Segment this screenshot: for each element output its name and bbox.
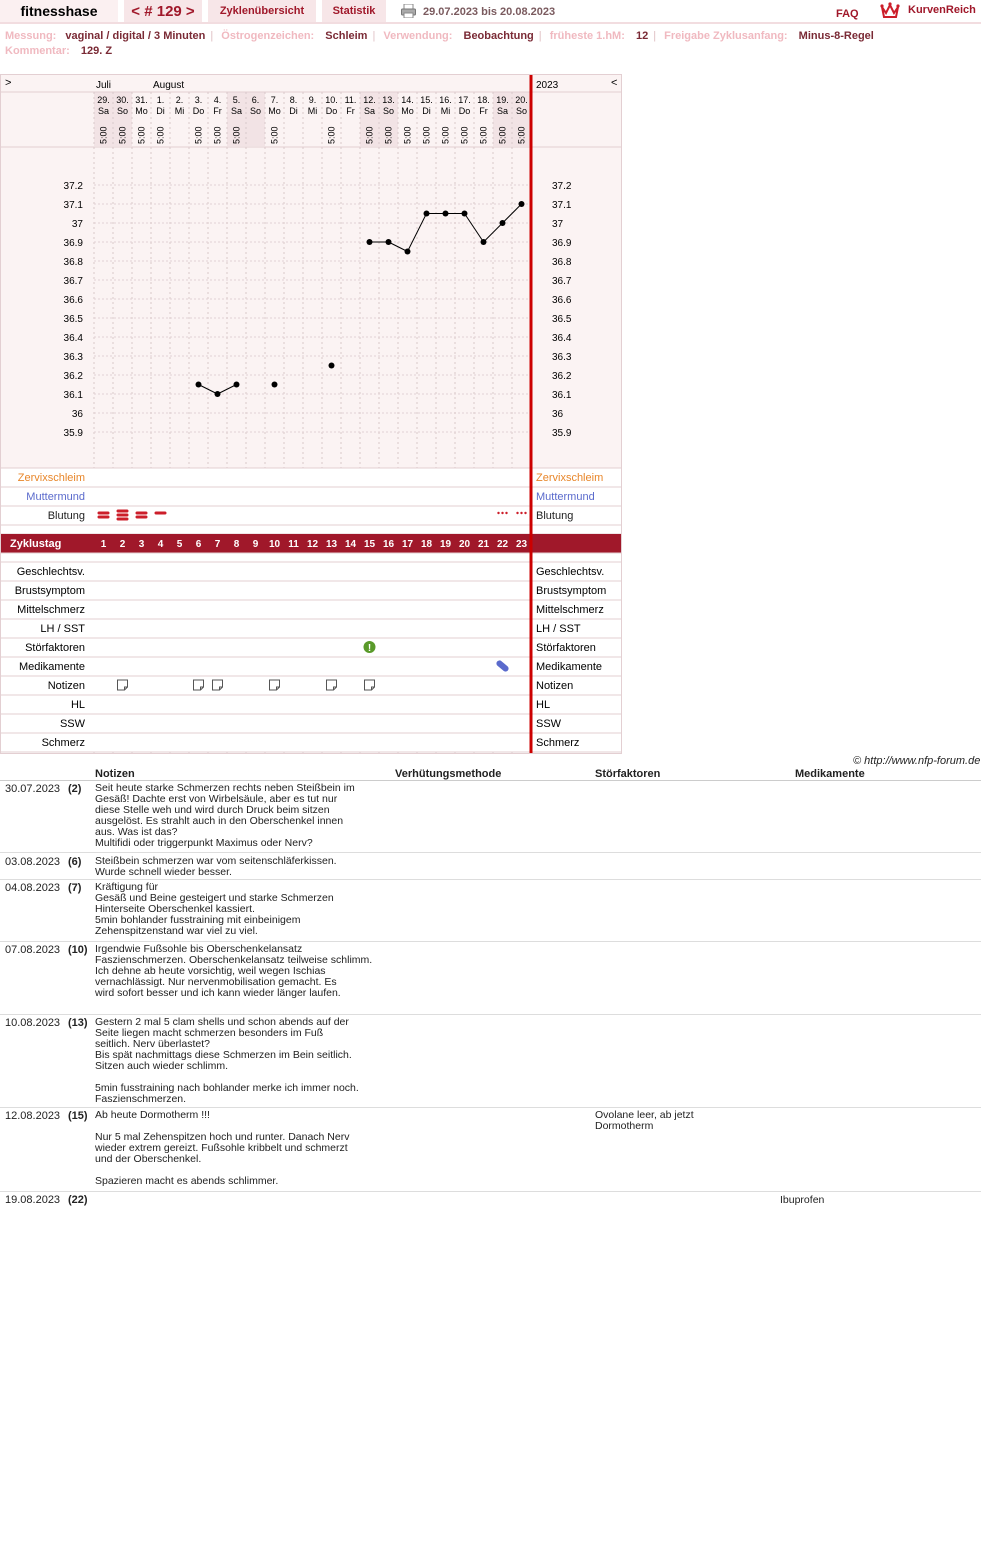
crown-logo-icon <box>880 1 900 19</box>
y-tick-right: 36.1 <box>552 390 572 401</box>
weekday-label: Fr <box>213 106 222 116</box>
cycle-chart <box>0 74 622 754</box>
day-date-label: 10. <box>325 95 338 105</box>
row-note: Seit heute starke Schmerzen rechts neben Steißbein im Gesäß! Dachte erst von Wirbelsäule, aber es tut nur diese Stelle weh und wird durch Druck beim sitzen ausgelöst. Es strahlt auch in den Oberschenkel innen aus. Was ist das? Multifidi oder triggerpunkt Maximus oder Nerv? <box>95 782 355 849</box>
cycle-day-number: 1 <box>100 539 107 550</box>
row-label-left: LH / SST <box>40 623 85 635</box>
row-note: Ab heute Dormotherm !!! Nur 5 mal Zehenspitzen hoch und runter. Danach Nerv wieder extrem gereizt. Fußsohle kribbelt und schmerzt und der Oberschenkel. Spazieren macht es abends schlimmer. <box>95 1109 350 1187</box>
kommentar-label: Kommentar: <box>5 45 70 57</box>
note-icon <box>327 680 337 690</box>
row-label-right: Geschlechtsv. <box>536 566 605 578</box>
day-date-label: 20. <box>515 95 528 105</box>
symptom-row <box>0 733 622 752</box>
row-date: 30.07.2023 <box>5 783 61 795</box>
measurement-info: Messung: vaginal / digital / 3 Minuten | Östrogenzeichen: Schleim | Verwendung: Beobachtung | früheste 1.hM: 12 | Freigabe Zyklusanfang: Minus-8-Regel <box>5 30 874 42</box>
day-date-label: 16. <box>439 95 452 105</box>
symptom-row <box>0 657 622 676</box>
bleeding-mark <box>117 510 129 513</box>
oestrogen-value: Schleim <box>325 30 368 42</box>
bleeding-spotting-mark <box>497 512 499 514</box>
row-label-left: Schmerz <box>41 737 85 749</box>
row-cycle-day: (15) <box>68 1110 88 1122</box>
measure-time-label: 5:00 <box>326 126 337 144</box>
cycle-day-number: 8 <box>233 539 240 550</box>
y-tick-left: 36.2 <box>63 371 83 382</box>
corner-left-arrow: > <box>5 77 12 89</box>
y-tick-left: 36.9 <box>63 238 83 249</box>
y-tick-left: 36.6 <box>63 295 83 306</box>
temperature-point <box>234 382 240 388</box>
cycle-day-number: 9 <box>252 539 259 550</box>
row-date: 03.08.2023 <box>5 856 61 868</box>
row-label-left: Blutung <box>47 510 85 522</box>
printer-icon[interactable] <box>401 4 416 18</box>
measure-time-label: 5:00 <box>212 126 223 144</box>
weekday-label: Sa <box>496 106 509 116</box>
measure-time-label: 5:00 <box>402 126 413 144</box>
weekday-label: Mi <box>307 106 318 116</box>
day-date-label: 1. <box>156 95 165 105</box>
kommentar-value: 129. Z <box>80 45 113 57</box>
weekday-label: So <box>116 106 129 116</box>
temperature-point <box>500 220 506 226</box>
brand-name[interactable]: KurvenReich <box>908 4 976 16</box>
weekday-label: Mi <box>440 106 451 116</box>
row-cycle-day: (6) <box>68 856 82 868</box>
bleeding-spotting-mark <box>501 512 503 514</box>
measure-time-label: 5:00 <box>269 126 280 144</box>
bleeding-mark <box>155 512 167 515</box>
bleeding-spotting-mark <box>524 512 526 514</box>
row-note: Irgendwie Fußsohle bis Oberschenkelansatz Faszienschmerzen. Oberschenkelansatz teilweise schlimm. Ich dehne ab heute vorsichtig, weil wegen Ischias vernachlässigt. Nur nervenmobilisation gemacht. Es wird sofort besser und ich kann wieder länger laufen. <box>95 943 373 999</box>
row-label-right: Brustsymptom <box>536 585 607 597</box>
freigabe-label: Freigabe Zyklusanfang: <box>664 30 788 42</box>
freigabe-value: Minus-8-Regel <box>798 30 874 42</box>
cycle-day-number: 19 <box>439 539 452 550</box>
day-date-label: 12. <box>363 95 376 105</box>
temperature-point <box>215 391 221 397</box>
row-label-right: Störfaktoren <box>536 642 596 654</box>
col-header-disturbances: Störfaktoren <box>595 768 661 780</box>
bleeding-mark <box>136 512 148 515</box>
row-disturbance: Ovolane leer, ab jetzt Dormotherm <box>595 1109 694 1132</box>
measure-time-label: 5:00 <box>516 126 527 144</box>
symptom-row <box>0 676 622 695</box>
messung-value: vaginal / digital / 3 Minuten <box>65 30 206 42</box>
row-label-left: Störfaktoren <box>25 642 85 654</box>
row-note: Steißbein schmerzen war vom seitenschläferkissen. Wurde schnell wieder besser. <box>95 855 337 878</box>
row-label-left: Brustsymptom <box>14 585 85 597</box>
faq-link[interactable]: FAQ <box>836 8 859 20</box>
symptom-row <box>0 468 622 487</box>
row-label-right: Notizen <box>536 680 574 692</box>
bleeding-mark <box>98 516 110 519</box>
y-tick-right: 36.5 <box>552 314 572 325</box>
cycle-chart-svg <box>0 74 622 754</box>
y-tick-left: 36 <box>71 409 83 420</box>
y-tick-left: 36.3 <box>63 352 83 363</box>
disturbance-icon-glyph: ! <box>367 643 372 654</box>
bleeding-mark <box>117 518 129 521</box>
username-tab[interactable]: fitnesshase <box>0 0 118 22</box>
temperature-point <box>519 201 525 207</box>
weekday-label: Mi <box>174 106 185 116</box>
cycle-day-number: 20 <box>458 539 471 550</box>
row-label-right: LH / SST <box>536 623 581 635</box>
row-label-left: HL <box>70 699 85 711</box>
y-tick-left: 36.7 <box>63 276 83 287</box>
verwendung-value: Beobachtung <box>463 30 534 42</box>
y-tick-right: 36.9 <box>552 238 572 249</box>
symptom-row <box>0 695 622 714</box>
weekday-label: Di <box>156 106 165 116</box>
col-header-method: Verhütungsmethode <box>395 768 502 780</box>
day-date-label: 4. <box>213 95 222 105</box>
table-row <box>0 854 981 880</box>
cycle-day-number: 16 <box>382 539 395 550</box>
measure-time-label: 5:00 <box>231 126 242 144</box>
statistics-tab[interactable]: Statistik <box>322 0 386 22</box>
measure-time-label: 5:00 <box>421 126 432 144</box>
cycle-day-number: 22 <box>496 539 509 550</box>
table-row <box>0 781 981 853</box>
temperature-point <box>196 382 202 388</box>
weekday-label: Fr <box>479 106 488 116</box>
cycle-day-number: 14 <box>344 539 357 550</box>
frueheste-label: früheste 1.hM: <box>549 30 625 42</box>
row-date: 19.08.2023 <box>5 1194 61 1206</box>
table-row <box>0 880 981 942</box>
day-date-label: 29. <box>97 95 110 105</box>
temperature-point <box>405 249 411 255</box>
measure-time-label: 5:00 <box>497 126 508 144</box>
day-date-label: 11. <box>344 95 357 105</box>
temperature-point <box>481 239 487 245</box>
cycle-navigation[interactable]: < # 129 > <box>124 0 202 22</box>
cycle-day-number: 17 <box>401 539 414 550</box>
temperature-point <box>462 211 468 217</box>
temperature-point <box>443 211 449 217</box>
measure-time-label: 5:00 <box>155 126 166 144</box>
day-date-label: 13. <box>382 95 395 105</box>
y-tick-left: 36.5 <box>63 314 83 325</box>
weekday-label: So <box>249 106 262 116</box>
row-label-right: Schmerz <box>536 737 580 749</box>
y-tick-right: 36.2 <box>552 371 572 382</box>
row-cycle-day: (13) <box>68 1017 88 1029</box>
bleeding-spotting-mark <box>520 512 522 514</box>
symptom-row <box>0 619 622 638</box>
y-tick-right: 35.9 <box>552 428 572 439</box>
table-row <box>0 1108 981 1192</box>
temperature-point <box>367 239 373 245</box>
cycle-day-number: 13 <box>325 539 338 550</box>
day-date-label: 6. <box>251 95 260 105</box>
weekday-label: Mo <box>268 106 281 116</box>
measure-time-label: 5:00 <box>193 126 204 144</box>
weekday-label: Sa <box>363 106 376 116</box>
row-note: Gestern 2 mal 5 clam shells und schon abends auf der Seite liegen macht schmerzen besonders im Fuß seitlich. Nerv überlastet? Bis spät nachmittags diese Schmerzen im Bein seitlich. Sitzen auch wieder schlimm. 5min fusstraining nach bohlander merke ich immer noch. Faszienschmerzen. <box>95 1016 359 1105</box>
frueheste-value: 12 <box>635 30 649 42</box>
row-label-left: SSW <box>59 718 85 730</box>
bleeding-mark <box>98 512 110 515</box>
row-date: 12.08.2023 <box>5 1110 61 1122</box>
day-date-label: 30. <box>116 95 129 105</box>
y-tick-left: 36.1 <box>63 390 83 401</box>
day-date-label: 8. <box>289 95 298 105</box>
date-range: 29.07.2023 bis 20.08.2023 <box>423 6 556 18</box>
row-label-right: Zervixschleim <box>536 472 604 484</box>
row-cycle-day: (10) <box>68 944 88 956</box>
y-tick-right: 36.4 <box>552 333 572 344</box>
y-tick-left: 36.8 <box>63 257 83 268</box>
measure-time-label: 5:00 <box>459 126 470 144</box>
cycle-day-number: 21 <box>477 539 490 550</box>
y-tick-right: 36.8 <box>552 257 572 268</box>
cycle-day-number: 4 <box>157 539 164 550</box>
y-tick-left: 35.9 <box>63 428 83 439</box>
note-icon <box>194 680 204 690</box>
y-tick-left: 37.1 <box>63 200 83 211</box>
weekday-label: Mo <box>401 106 414 116</box>
weekday-label: Fr <box>346 106 355 116</box>
row-date: 07.08.2023 <box>5 944 61 956</box>
cycle-day-number: 18 <box>420 539 433 550</box>
row-label-left: Zervixschleim <box>17 472 85 484</box>
row-label-left: Geschlechtsv. <box>16 566 85 578</box>
row-date: 04.08.2023 <box>5 882 61 894</box>
temperature-point <box>424 211 430 217</box>
y-tick-right: 36 <box>552 409 564 420</box>
measure-time-label: 5:00 <box>383 126 394 144</box>
note-icon <box>365 680 375 690</box>
row-label-left: Notizen <box>47 680 85 692</box>
oestrogen-label: Östrogenzeichen: <box>221 30 315 42</box>
day-date-label: 3. <box>194 95 203 105</box>
cycle-day-label: Zyklustag <box>10 538 62 550</box>
row-cycle-day: (22) <box>68 1194 88 1206</box>
table-row <box>0 1015 981 1108</box>
note-icon <box>270 680 280 690</box>
row-cycle-day: (7) <box>68 882 82 894</box>
cycle-day-number: 15 <box>363 539 376 550</box>
day-date-label: 19. <box>496 95 509 105</box>
y-tick-left: 37.2 <box>63 181 83 192</box>
col-header-notes: Notizen <box>95 768 135 780</box>
row-date: 10.08.2023 <box>5 1017 61 1029</box>
weekday-label: Sa <box>230 106 243 116</box>
weekday-label: Sa <box>97 106 110 116</box>
temperature-point <box>329 363 335 369</box>
cycle-day-number: 10 <box>268 539 281 550</box>
y-tick-right: 36.7 <box>552 276 572 287</box>
cycle-day-number: 12 <box>306 539 319 550</box>
cycle-day-number: 6 <box>195 539 202 550</box>
day-date-label: 9. <box>308 95 317 105</box>
row-label-right: HL <box>536 699 551 711</box>
y-tick-right: 36.6 <box>552 295 572 306</box>
cycle-day-number: 23 <box>515 539 528 550</box>
row-label-right: Blutung <box>536 510 574 522</box>
month-label: Juli <box>96 80 112 91</box>
copyright[interactable]: © http://www.nfp-forum.de <box>853 755 981 767</box>
note-icon <box>118 680 128 690</box>
month-label: August <box>153 80 185 91</box>
weekday-label: Di <box>289 106 298 116</box>
temperature-point <box>386 239 392 245</box>
weekday-label: So <box>382 106 395 116</box>
symptom-row <box>0 487 622 506</box>
bleeding-spotting-mark <box>516 512 518 514</box>
row-label-right: Medikamente <box>536 661 603 673</box>
row-cycle-day: (2) <box>68 783 82 795</box>
weekday-label: So <box>515 106 528 116</box>
row-label-right: SSW <box>536 718 562 730</box>
messung-label: Messung: <box>5 30 57 42</box>
y-tick-right: 36.3 <box>552 352 572 363</box>
weekday-label: Do <box>458 106 471 116</box>
corner-right-arrow: < <box>611 77 618 89</box>
y-tick-right: 37.1 <box>552 200 572 211</box>
y-tick-left: 36.4 <box>63 333 83 344</box>
row-label-left: Muttermund <box>26 491 85 503</box>
day-date-label: 5. <box>232 95 241 105</box>
cycle-day-number: 5 <box>176 539 183 550</box>
y-tick-right: 37 <box>552 219 564 230</box>
measure-time-label: 5:00 <box>440 126 451 144</box>
temperature-point <box>272 382 278 388</box>
cycle-day-number: 3 <box>138 539 145 550</box>
cycle-day-number: 11 <box>288 539 299 550</box>
measure-time-label: 5:00 <box>136 126 147 144</box>
symptom-row <box>0 600 622 619</box>
comment-info <box>5 45 112 57</box>
symptom-row <box>0 581 622 600</box>
day-date-label: 2. <box>175 95 184 105</box>
weekday-label: Di <box>422 106 431 116</box>
weekday-label: Do <box>192 106 205 116</box>
symptom-row <box>0 562 622 581</box>
table-row <box>0 1192 981 1210</box>
day-date-label: 18. <box>477 95 490 105</box>
symptom-row <box>0 714 622 733</box>
spacer-row <box>0 525 622 534</box>
row-label-left: Medikamente <box>18 661 85 673</box>
note-icon <box>213 680 223 690</box>
row-label-right: Mittelschmerz <box>536 604 604 616</box>
measure-time-label: 5:00 <box>364 126 375 144</box>
spacer-row <box>0 553 622 562</box>
bleeding-mark <box>117 514 129 517</box>
bleeding-spotting-mark <box>505 512 507 514</box>
bleeding-mark <box>136 516 148 519</box>
cycle-day-number: 2 <box>119 539 126 550</box>
weekday-label: Mo <box>135 106 148 116</box>
col-header-medication: Medikamente <box>795 768 865 780</box>
day-date-label: 31. <box>135 95 148 105</box>
measure-time-label: 5:00 <box>98 126 109 144</box>
verwendung-label: Verwendung: <box>383 30 453 42</box>
day-date-label: 14. <box>401 95 414 105</box>
table-row <box>0 942 981 1015</box>
measure-time-label: 5:00 <box>478 126 489 144</box>
row-note: Kräftigung für Gesäß und Beine gesteigert und starke Schmerzen Hinterseite Oberschenkel kassiert. 5min bohlander fusstraining mit einbeinigem Zehenspitzenstand war viel zu viel. <box>95 881 334 937</box>
y-tick-left: 37 <box>71 219 83 230</box>
day-date-label: 17. <box>458 95 471 105</box>
cycle-day-number: 7 <box>214 539 221 550</box>
row-label-right: Muttermund <box>536 491 595 503</box>
row-label-left: Mittelschmerz <box>17 604 85 616</box>
year-label: 2023 <box>536 80 559 91</box>
day-date-label: 7. <box>270 95 279 105</box>
weekday-label: Do <box>325 106 338 116</box>
y-tick-right: 37.2 <box>552 181 572 192</box>
day-date-label: 15. <box>420 95 433 105</box>
symptom-row <box>0 638 622 657</box>
measure-time-label: 5:00 <box>117 126 128 144</box>
row-medication: Ibuprofen <box>780 1194 825 1206</box>
symptom-row <box>0 506 622 525</box>
cycles-overview-tab[interactable]: Zyklenübersicht <box>208 0 316 22</box>
